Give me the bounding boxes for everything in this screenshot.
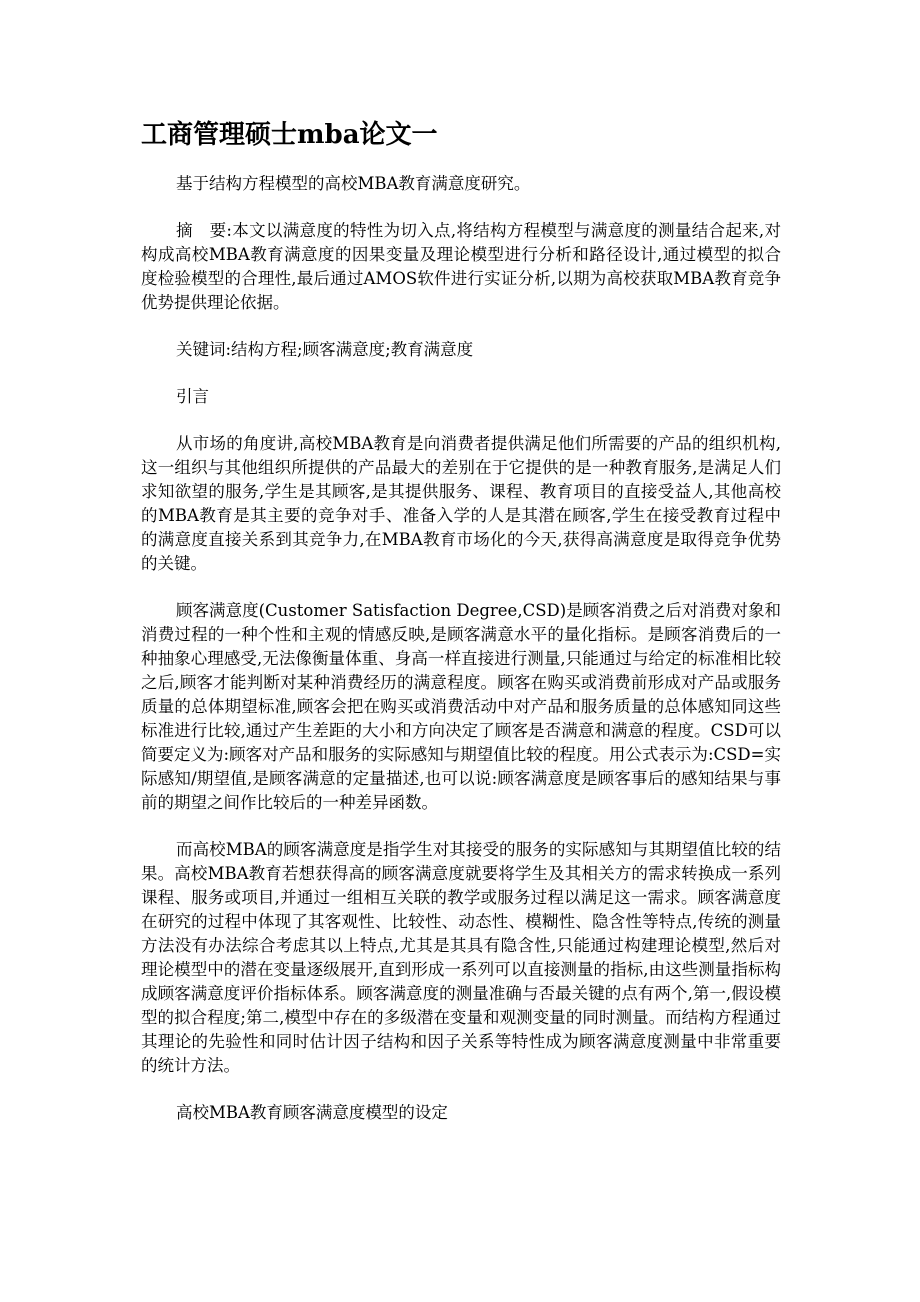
body-paragraph: 从市场的角度讲,高校MBA教育是向消费者提供满足他们所需要的产品的组织机构,这一组织与其他组织所提供的产品最大的差别在于它提供的是一种教育服务,是满足人们求知欲望的服务,学生是其顾客,是其提供服务、课程、教育项目的直接受益人,其他高校的MBA教育是其主要的竞争对手、准备入学的人是其潜在顾客,学生在接受教育过程中的满意度直接关系到其竞争力,在MBA教育市场化的今天,获得高满意度是取得竞争优势的关键。 [141,434,781,573]
body-paragraph: 而高校MBA的顾客满意度是指学生对其接受的服务的实际感知与其期望值比较的结果。高校MBA教育若想获得高的顾客满意度就要将学生及其相关方的需求转换成一系列课程、服务或项目,并通过一组相互关联的教学或服务过程以满足这一需求。顾客满意度在研究的过程中体现了其客观性、比较性、动态性、模糊性、隐含性等特点,传统的测量方法没有办法综合考虑其以上特点,尤其是其具有隐含性,只能通过构建理论模型,然后对理论模型中的潜在变量逐级展开,直到形成一系列可以直接测量的指标,由这些测量指标构成顾客满意度评价指标体系。顾客满意度的测量准确与否最关键的点有两个,第一,假设模型的拟合程度;第二,模型中存在的多级潜在变量和观测变量的同时测量。而结构方程通过其理论的先验性和同时估计因子结构和因子关系等特性成为顾客满意度测量中非常重要的统计方法。 [141,840,781,1075]
keywords-paragraph: 关键词:结构方程;顾客满意度;教育满意度 [176,340,474,359]
document-body [141,112,781,1148]
subtitle-paragraph: 基于结构方程模型的高校MBA教育满意度研究。 [176,174,531,193]
section-heading-model: 高校MBA教育顾客满意度模型的设定 [176,1103,448,1122]
section-heading-introduction: 引言 [176,387,209,406]
abstract-paragraph: 摘 要:本文以满意度的特性为切入点,将结构方程模型与满意度的测量结合起来,对构成高校MBA教育满意度的因果变量及理论模型进行分析和路径设计,通过模型的拟合度检验模型的合理性,最后通过AMOS软件进行实证分析,以期为高校获取MBA教育竞争优势提供理论依据。 [141,221,781,312]
body-paragraph: 顾客满意度(Customer Satisfaction Degree,CSD)是顾客消费之后对消费对象和消费过程的一种个性和主观的情感反映,是顾客满意水平的量化指标。是顾客消费后的一种抽象心理感受,无法像衡量体重、身高一样直接进行测量,只能通过与给定的标准相比较之后,顾客才能判断对某种消费经历的满意程度。顾客在购买或消费前形成对产品或服务质量的总体期望标准,顾客会把在购买或消费活动中对产品和服务质量的总体感知同这些标准进行比较,通过产生差距的大小和方向决定了顾客是否满意和满意的程度。CSD可以简要定义为:顾客对产品和服务的实际感知与期望值比较的程度。用公式表示为:CSD=实际感知/期望值,是顾客满意的定量描述,也可以说:顾客满意度是顾客事后的感知结果与事前的期望之间作比较后的一种差异函数。 [141,601,781,812]
document-title: 工商管理硕士mba论文一 [141,120,438,150]
